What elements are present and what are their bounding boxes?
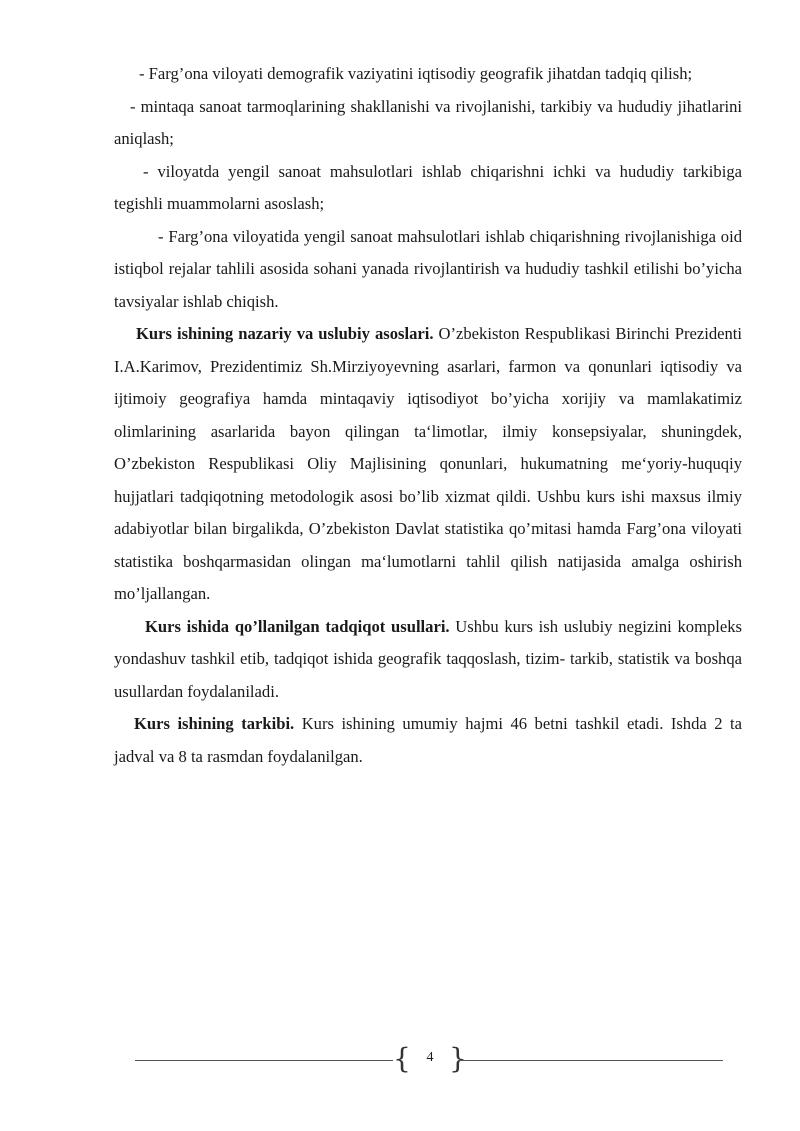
section-heading-methods: Kurs ishida qo’llanilgan tadqiqot usullari.: [145, 616, 450, 636]
page-footer: [135, 1040, 723, 1080]
section-text-methods: Ushbu kurs ish uslubiy negizini kompleks yondashuv tashkil etib, tadqiqot ishida geografik taqqoslash, tizim- tarkib, statistik va boshqa usullardan foydalaniladi.: [114, 616, 742, 701]
section-heading-structure: Kurs ishining tarkibi.: [134, 714, 295, 733]
footer-rule-right: [459, 1060, 723, 1061]
objective-item-3: - viloyatda yengil sanoat mahsulotlari ishlab chiqarishni ichki va hududiy tarkibiga tegishli muammolarni asoslash;: [114, 161, 742, 213]
section-structure: [114, 708, 742, 773]
objective-item-1: - Farg’ona viloyati demografik vaziyatini iqtisodiy geografik jihatdan tadqiq qilish;: [139, 64, 693, 83]
footer-rule-left: [135, 1060, 393, 1061]
objective-item-2: - mintaqa sanoat tarmoqlarining shakllanishi va rivojlanishi, tarkibiy va hududiy jihatlarini aniqlash;: [114, 96, 742, 148]
document-page: [114, 58, 742, 773]
section-text-structure: Kurs ishining umumiy hajmi 46 betni tashkil etadi. Ishda 2 ta jadval va 8 ta rasmdan foydalanilgan.: [114, 714, 743, 766]
section-text-theoretical: O’zbekiston Respublikasi Birinchi Prezidenti I.A.Karimov, Prezidentimiz Sh.Mirziyoyevning asarlari, farmon va qonunlari iqtisodiy va ijtimoiy geografiya hamda mintaqaviy iqtisodiyot bo’yicha xorijiy va mamlakatimiz olimlarining asarlarida bayon qilingan ta‘limotlar, ilmiy konsepsiyalar, shuningdek, O’zbekiston Respublikasi Oliy Majlisining qonunlari, hukumatning me‘yoriy-huquqiy hujjatlari tadqiqotning metodologik asosi bo’lib xizmat qildi. Ushbu kurs ishi maxsus ilmiy adabiyotlar bilan birgalikda, O’zbekiston Davlat statistika qo’mitasi hamda Farg’ona viloyati statistika boshqarmasidan olingan ma‘lumotlarni tahlil qilish natijasida amalga oshirish mo’ljallangan.: [114, 324, 742, 603]
section-theoretical-basis: [114, 318, 742, 611]
section-research-methods: [114, 611, 742, 709]
page-number: 4: [426, 1050, 434, 1065]
section-heading-theoretical: Kurs ishining nazariy va uslubiy asoslari.: [136, 324, 434, 343]
objective-item-4: - Farg’ona viloyatida yengil sanoat mahsulotlari ishlab chiqarishning rivojlanishiga oid istiqbol rejalar tahlili asosida sohani yanada rivojlantirish va hududiy tashkil etilishi bo’yicha tavsiyalar ishlab chiqish.: [114, 226, 742, 311]
footer-brace-right: }: [449, 1042, 467, 1075]
footer-brace-left: {: [393, 1042, 411, 1075]
